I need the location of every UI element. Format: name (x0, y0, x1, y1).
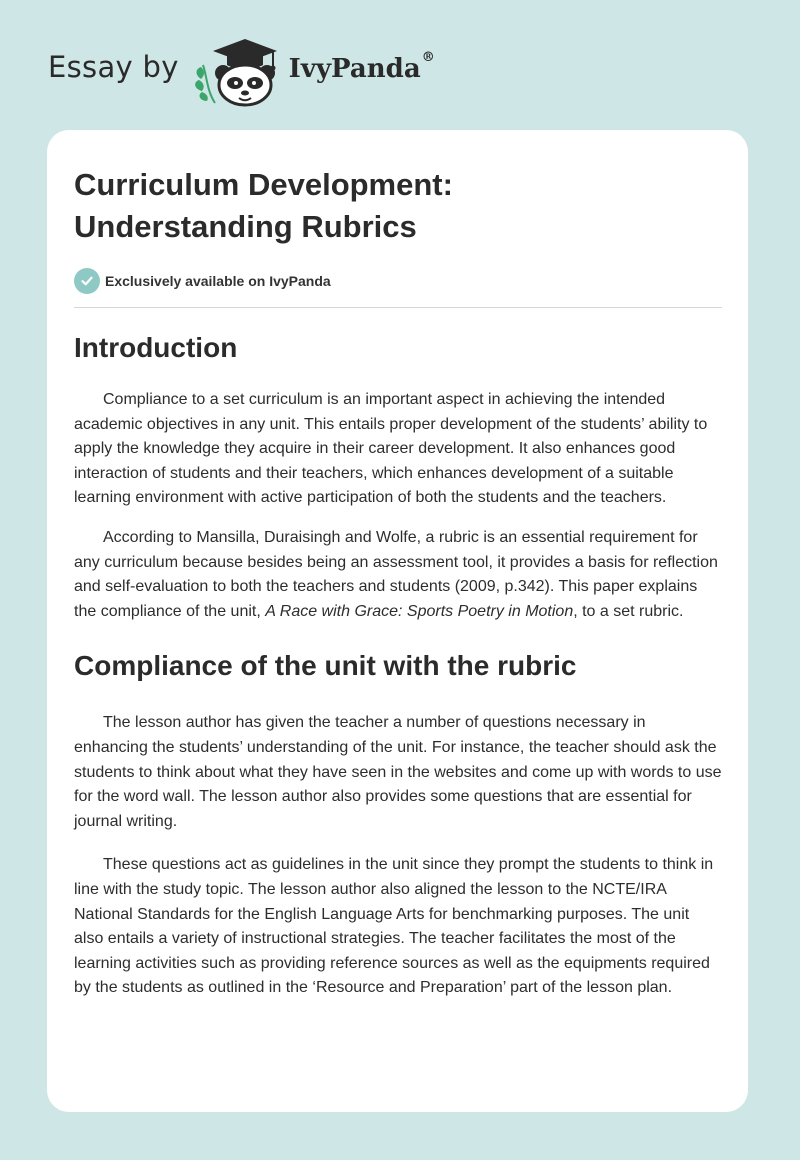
essay-by-label: Essay by (48, 50, 179, 84)
paragraph (74, 526, 722, 624)
title-line-2: Understanding Rubrics (74, 209, 417, 244)
paragraph-text: , to a set rubric. (573, 602, 684, 620)
section-heading-introduction: Introduction (74, 332, 238, 363)
brand-name[interactable] (288, 50, 435, 84)
site-header (48, 36, 435, 106)
brand-label: IvyPanda (288, 54, 421, 84)
exclusive-badge (74, 267, 722, 295)
paragraph-text: According to Mansilla, Duraisingh and Wolfe, a rubric is an essential requirement for any curriculum because besides being an assessment tool, it provides a basis for reflection and self-evaluation to both the teachers and students (2009, p.342). This paper explains the compliance of the unit, (74, 528, 718, 620)
unit-title: A Race with Grace: Sports Poetry in Motion (265, 602, 574, 620)
panda-graduate-logo-icon[interactable] (193, 35, 283, 107)
paragraph: Compliance to a set curriculum is an important aspect in achieving the intended academic objectives in any unit. This entails proper development of the students’ ability to apply the knowledge they acquire in their career development. It also enhances good interaction of students and their teachers, which enhances development of a suitable learning environment with active participation of both the students and the teachers. (74, 391, 708, 507)
exclusive-label: Exclusively available on IvyPanda (105, 273, 331, 289)
divider (74, 307, 722, 308)
paragraph: These questions act as guidelines in the unit since they prompt the students to think in line with the study topic. The lesson author also aligned the lesson to the NCTE/IRA National Standards for the English Language Arts for benchmarking purposes. The unit also entails a variety of instructional strategies. The teacher facilitates the most of the learning activities such as providing reference sources as well as the equipments required by the students as outlined in the ‘Resource and Preparation’ part of the lesson plan. (74, 856, 714, 997)
check-circle-icon (74, 268, 100, 294)
page-title (74, 164, 722, 248)
paragraph: The lesson author has given the teacher a number of questions necessary in enhancing the students’ understanding of the unit. For instance, the teacher should ask the students to think about what they have seen in the websites and come up with words to use for the word wall. The lesson author also provides some questions that are essential for journal writing. (74, 714, 722, 830)
registered-mark: ® (421, 50, 435, 66)
title-line-1: Curriculum Development: (74, 167, 453, 202)
section-heading-compliance: Compliance of the unit with the rubric (74, 650, 577, 682)
essay-card (47, 130, 748, 1112)
